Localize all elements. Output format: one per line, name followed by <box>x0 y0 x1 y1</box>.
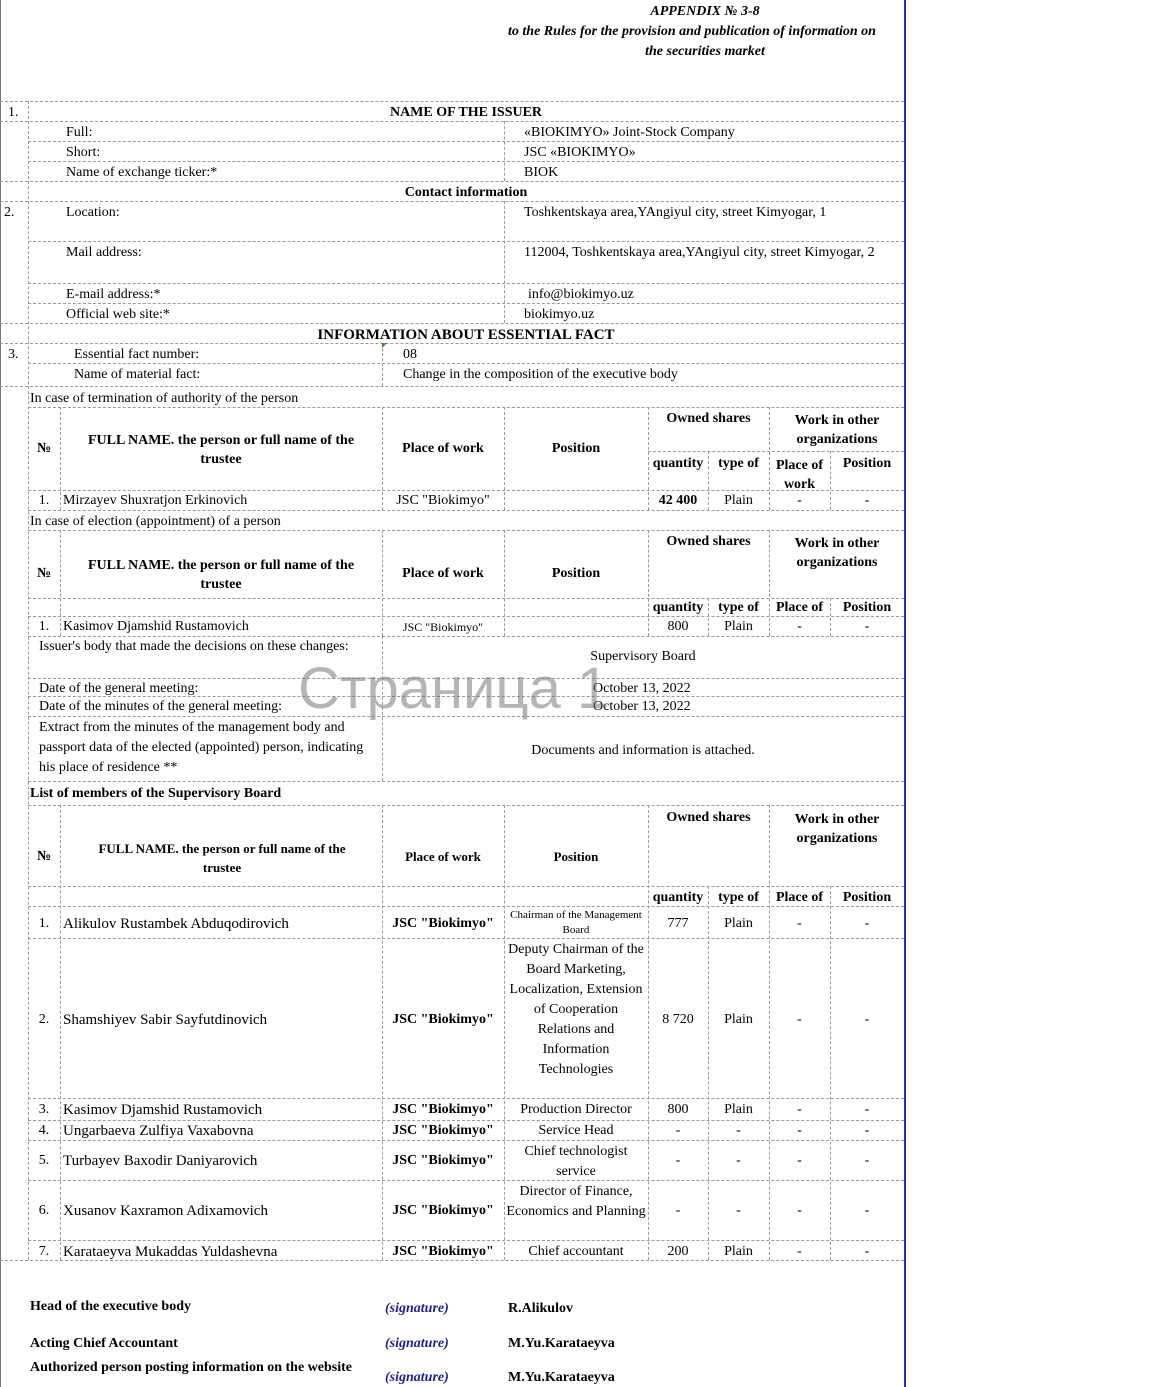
decision-body-value: Supervisory Board <box>590 649 696 664</box>
grid-line <box>28 407 904 408</box>
position-value: Deputy Chairman of the Board Marketing, Localization, Extension of Cooperation Relations and Information Technologies <box>508 942 644 1077</box>
row-number: 5. <box>38 1153 50 1168</box>
fact-name-label: Name of material fact: <box>74 367 201 382</box>
extract-value: Documents and information is attached. <box>531 743 755 758</box>
column-header-name: FULL NAME. the person or full name of the trustee <box>98 841 346 875</box>
grid-line <box>28 906 904 907</box>
grid-line <box>28 530 904 531</box>
column-header-work-other: Work in other organizations <box>794 413 880 447</box>
shares-type: Plain <box>724 619 753 634</box>
grid-line <box>504 407 505 510</box>
section-number: 3. <box>8 347 19 362</box>
column-header-place: Place of work <box>405 849 481 864</box>
grid-line <box>28 241 904 242</box>
grid-line <box>28 363 904 364</box>
column-header-quantity: quantity <box>652 890 704 905</box>
shares-type: Plain <box>724 1012 753 1027</box>
section-number: 1. <box>8 105 19 120</box>
other-position: - <box>864 493 870 508</box>
grid-line <box>28 510 904 511</box>
place-of-work: JSC "Biokimyo" <box>392 1244 494 1259</box>
other-place: - <box>797 1012 802 1027</box>
column-header-quantity: quantity <box>652 600 704 615</box>
person-name: Kasimov Djamshid Rustamovich <box>63 619 249 634</box>
row-number: 1. <box>38 493 50 508</box>
column-header-type: type of <box>718 890 759 905</box>
column-header-place-of-work: Place of work <box>775 458 824 492</box>
grid-line <box>28 101 29 1260</box>
person-name: Turbayev Baxodir Daniyarovich <box>63 1153 258 1169</box>
contact-header: Contact information <box>404 185 528 200</box>
position-value: Production Director <box>520 1102 632 1117</box>
shares-quantity: 800 <box>667 1102 689 1117</box>
signature-role: Authorized person posting information on the website <box>30 1360 353 1375</box>
frame-left <box>0 0 1 1387</box>
signature-name: R.Alikulov <box>508 1301 573 1316</box>
person-name: Alikulov Rustambek Abduqodirovich <box>63 916 289 932</box>
grid-line <box>60 805 61 1260</box>
shares-type: - <box>736 1153 741 1168</box>
position-value: Director of Finance, Economics and Planning <box>506 1184 646 1219</box>
website-label: Official web site:* <box>66 307 170 322</box>
shares-quantity: - <box>675 1153 681 1168</box>
other-place: - <box>797 619 802 634</box>
grid-line <box>28 1240 904 1241</box>
position-value: Service Head <box>538 1123 614 1138</box>
row-number: 1. <box>38 619 50 634</box>
place-of-work: JSC "Biokimyo" <box>396 493 490 508</box>
grid-line <box>28 1140 904 1141</box>
grid-line <box>504 201 505 323</box>
shares-type: - <box>736 1203 741 1218</box>
fact-number-label: Essential fact number: <box>74 347 200 362</box>
grid-line <box>0 201 904 202</box>
place-of-work: JSC "Biokimyo" <box>402 620 484 634</box>
signature-mark: (signature) <box>385 1301 449 1316</box>
grid-line <box>504 121 505 181</box>
column-header-owned: Owned shares <box>666 810 751 825</box>
place-of-work: JSC "Biokimyo" <box>392 1153 494 1168</box>
person-name: Mirzayev Shuxratjon Erkinovich <box>63 493 248 508</box>
grid-line <box>648 451 904 452</box>
shares-type: Plain <box>724 916 753 931</box>
shares-quantity: - <box>675 1203 681 1218</box>
grid-line <box>28 616 904 617</box>
row-number: 4. <box>38 1123 50 1138</box>
person-name: Xusanov Kaxramon Adixamovich <box>63 1203 268 1219</box>
column-header-place-of: Place of <box>775 600 824 615</box>
other-place: - <box>797 1123 802 1138</box>
grid-line <box>28 886 904 887</box>
other-place: - <box>797 1153 802 1168</box>
grid-line <box>28 805 904 806</box>
signature-role: Acting Chief Accountant <box>30 1336 178 1351</box>
full-name-value: «BIOKIMYO» Joint-Stock Company <box>524 125 735 140</box>
location-label: Location: <box>66 205 120 220</box>
column-header-type: type of <box>718 456 759 471</box>
appendix-subtitle: to the Rules for the provision and publication of information on <box>508 24 876 39</box>
place-of-work: JSC "Biokimyo" <box>392 1203 494 1218</box>
row-number: 2. <box>38 1012 50 1027</box>
fact-number-value: 08 <box>403 347 417 362</box>
full-name-label: Full: <box>66 125 93 140</box>
row-number: 1. <box>38 916 50 931</box>
extract-label: Extract from the minutes of the management body and passport data of the elected (appointed) person, indicating his place of residence ** <box>39 720 364 775</box>
grid-line <box>0 181 904 182</box>
other-place: - <box>797 1244 802 1259</box>
column-header-owned: Owned shares <box>666 411 751 426</box>
cell-marker <box>382 343 387 348</box>
place-of-work: JSC "Biokimyo" <box>392 1102 494 1117</box>
place-of-work: JSC "Biokimyo" <box>392 1123 494 1138</box>
column-header-owned: Owned shares <box>666 534 751 549</box>
shares-quantity: - <box>675 1123 681 1138</box>
signature-mark: (signature) <box>385 1370 449 1385</box>
mail-label: Mail address: <box>66 245 142 260</box>
row-number: 7. <box>38 1244 50 1259</box>
ticker-label: Name of exchange ticker:* <box>66 165 218 180</box>
issuer-header: NAME OF THE ISSUER <box>389 105 543 120</box>
shares-type: Plain <box>724 493 753 508</box>
short-name-value: JSC «BIOKIMYO» <box>524 145 636 160</box>
minutes-date-label: Date of the minutes of the general meeting: <box>39 699 282 714</box>
column-header-position: Position <box>551 441 601 456</box>
grid-line <box>0 323 904 324</box>
election-title: In case of election (appointment) of a person <box>30 514 281 529</box>
grid-line <box>60 407 61 510</box>
email-value[interactable]: info@biokimyo.uz <box>528 287 634 302</box>
row-number: 6. <box>38 1203 50 1218</box>
other-position: - <box>864 1203 870 1218</box>
column-header-position: Position <box>551 566 601 581</box>
person-name: Ungarbaeva Zulfiya Vaxabovna <box>63 1123 254 1139</box>
other-position: - <box>864 1244 870 1259</box>
column-header-place: Place of work <box>402 566 484 581</box>
grid-line <box>28 598 904 599</box>
shares-quantity: 8 720 <box>662 1012 694 1027</box>
column-header-position-2: Position <box>842 456 892 471</box>
fact-name-value: Change in the composition of the executive body <box>403 367 678 382</box>
grid-line <box>28 161 904 162</box>
meeting-date-value: October 13, 2022 <box>593 681 691 696</box>
column-header-no: № <box>36 566 52 581</box>
place-of-work: JSC "Biokimyo" <box>392 916 494 931</box>
other-place: - <box>797 916 802 931</box>
grid-line <box>769 805 770 1260</box>
grid-line <box>0 343 904 344</box>
other-position: - <box>864 1123 870 1138</box>
grid-line <box>28 303 904 304</box>
other-position: - <box>864 1012 870 1027</box>
location-value: Toshkentskaya area,YAngiyul city, street Kimyogar, 1 <box>524 205 827 220</box>
signature-name: M.Yu.Karataeyva <box>508 1370 615 1385</box>
fact-header: INFORMATION ABOUT ESSENTIAL FACT <box>317 327 615 343</box>
board-title: List of members of the Supervisory Board <box>30 786 282 801</box>
column-header-work-other: Work in other organizations <box>794 536 880 570</box>
grid-line <box>0 121 904 122</box>
person-name: Shamshiyev Sabir Sayfutdinovich <box>63 1012 268 1028</box>
shares-type: - <box>736 1123 741 1138</box>
frame-right <box>904 0 906 1387</box>
column-header-name: FULL NAME. the person or full name of the trustee <box>87 433 355 467</box>
website-value[interactable]: biokimyo.uz <box>524 307 595 322</box>
signature-role: Head of the executive body <box>30 1299 191 1314</box>
grid-line <box>648 805 649 1260</box>
page-watermark: Страница 1 <box>298 656 610 721</box>
signature-mark: (signature) <box>385 1336 449 1351</box>
other-place: - <box>797 1203 802 1218</box>
grid-line <box>504 530 505 636</box>
grid-line <box>28 938 904 939</box>
column-header-no: № <box>36 849 52 864</box>
row-number: 3. <box>38 1102 50 1117</box>
shares-quantity: 42 400 <box>658 493 698 508</box>
other-position: - <box>864 916 870 931</box>
person-name: Kasimov Djamshid Rustamovich <box>63 1102 263 1118</box>
position-value: Chief technologist service <box>524 1144 628 1179</box>
other-place: - <box>797 493 802 508</box>
column-header-no: № <box>36 441 52 456</box>
grid-line <box>28 141 904 142</box>
column-header-name: FULL NAME. the person or full name of the trustee <box>87 558 355 592</box>
termination-title: In case of termination of authority of the person <box>30 391 299 406</box>
section-number: 2. <box>4 205 15 220</box>
grid-line <box>0 1260 904 1261</box>
other-position: - <box>864 1102 870 1117</box>
grid-line <box>28 1180 904 1181</box>
other-place: - <box>797 1102 802 1117</box>
signature-name: M.Yu.Karataeyva <box>508 1336 615 1351</box>
shares-type: Plain <box>724 1102 753 1117</box>
grid-line <box>382 343 383 386</box>
minutes-date-value: October 13, 2022 <box>593 699 691 714</box>
decision-body-label: Issuer's body that made the decisions on these changes: <box>39 639 349 654</box>
other-position: - <box>864 1153 870 1168</box>
grid-line <box>0 101 904 102</box>
ticker-value: BIOK <box>524 165 559 180</box>
shares-type: Plain <box>724 1244 753 1259</box>
position-value: Chief accountant <box>528 1244 624 1259</box>
grid-line <box>382 805 383 1260</box>
grid-line <box>0 386 904 387</box>
column-header-position: Position <box>553 849 599 864</box>
column-header-position-2: Position <box>842 890 892 905</box>
short-name-label: Short: <box>66 145 101 160</box>
grid-line <box>28 781 904 782</box>
column-header-quantity: quantity <box>652 456 704 471</box>
position-value: Chairman of the Management Board <box>510 909 642 936</box>
grid-line <box>28 1098 904 1099</box>
grid-line <box>504 805 505 1260</box>
column-header-place-of: Place of <box>775 890 824 905</box>
meeting-date-label: Date of the general meeting: <box>39 681 199 696</box>
grid-line <box>28 636 904 637</box>
column-header-place: Place of work <box>402 441 484 456</box>
mail-value: 112004, Toshkentskaya area,YAngiyul city, street Kimyogar, 2 <box>524 245 875 260</box>
shares-quantity: 200 <box>667 1244 689 1259</box>
place-of-work: JSC "Biokimyo" <box>392 1012 494 1027</box>
column-header-work-other: Work in other organizations <box>794 812 880 846</box>
appendix-title: APPENDIX № 3-8 <box>650 4 760 19</box>
appendix-subtitle-2: the securities market <box>645 44 765 59</box>
email-label: E-mail address:* <box>66 287 161 302</box>
shares-quantity: 777 <box>667 916 689 931</box>
column-header-type: type of <box>718 600 759 615</box>
grid-line <box>28 1120 904 1121</box>
grid-line <box>60 530 61 636</box>
grid-line <box>28 283 904 284</box>
shares-quantity: 800 <box>667 619 689 634</box>
other-position: - <box>864 619 870 634</box>
person-name: Karataeyva Mukaddas Yuldashevna <box>63 1244 278 1260</box>
column-header-position-2: Position <box>842 600 892 615</box>
